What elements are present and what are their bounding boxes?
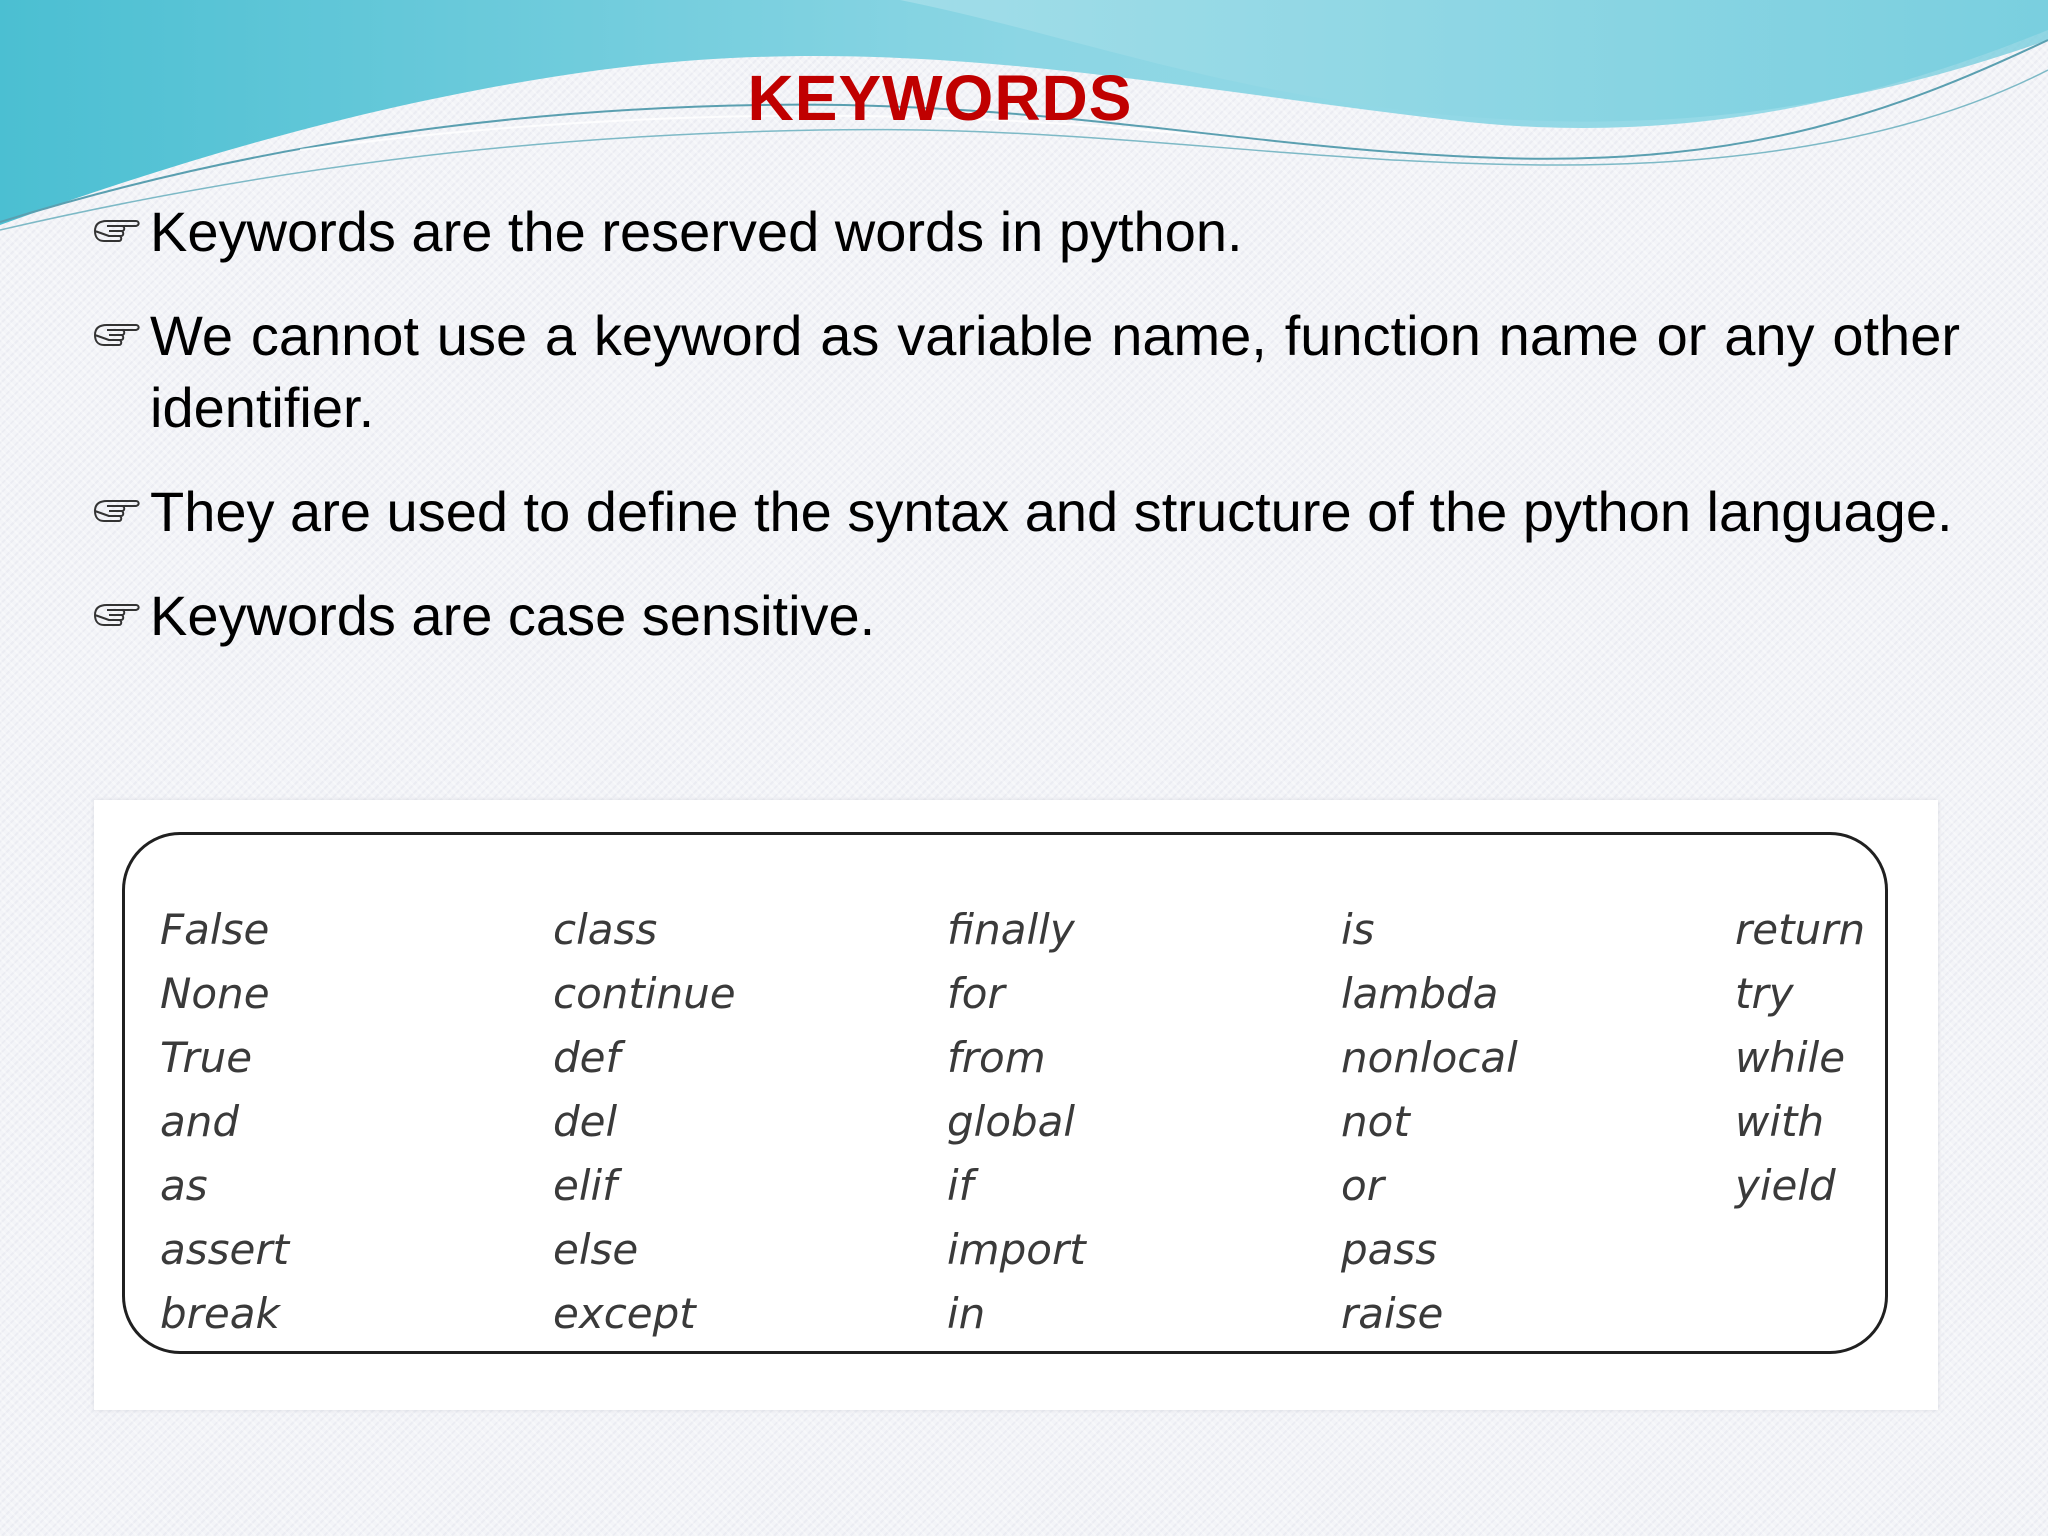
keyword: try: [1735, 969, 1794, 1018]
keyword: raise: [1341, 1289, 1444, 1338]
bullet-list: [92, 196, 1960, 684]
bullet-text: Keywords are the reserved words in python.: [150, 200, 1243, 263]
keyword: from: [947, 1033, 1046, 1082]
keyword-column: [1341, 898, 1735, 1346]
keyword-column: [1735, 898, 1960, 1346]
keyword: and: [160, 1097, 240, 1146]
pointing-hand-icon: [92, 493, 142, 529]
pointing-hand-icon: [92, 317, 142, 353]
keyword: if: [947, 1161, 974, 1210]
bullet-text: They are used to define the syntax and structure of the python language.: [150, 480, 1953, 543]
keyword: in: [947, 1289, 986, 1338]
keyword: import: [947, 1225, 1086, 1274]
keyword: del: [553, 1097, 618, 1146]
keyword-column: [160, 898, 553, 1346]
keyword-grid: [160, 898, 1960, 1346]
keyword: elif: [553, 1161, 617, 1210]
keyword: else: [553, 1225, 639, 1274]
keyword: as: [160, 1161, 208, 1210]
keyword: None: [160, 969, 270, 1018]
keyword: True: [160, 1033, 253, 1082]
pointing-hand-icon: [92, 597, 142, 633]
bullet-item: [92, 476, 1960, 548]
keyword-column: [947, 898, 1341, 1346]
keyword: for: [947, 969, 1005, 1018]
keyword: is: [1341, 905, 1375, 954]
pointing-hand-icon: [92, 213, 142, 249]
keyword: except: [553, 1289, 696, 1338]
keyword: class: [553, 905, 658, 954]
keyword: nonlocal: [1341, 1033, 1518, 1082]
keyword-column: [553, 898, 947, 1346]
keyword: def: [553, 1033, 621, 1082]
slide-title: KEYWORDS: [747, 62, 1133, 134]
keyword: global: [947, 1097, 1076, 1146]
bullet-text: We cannot use a keyword as variable name, function name or any other identifier.: [150, 304, 1960, 439]
keyword: not: [1341, 1097, 1410, 1146]
keyword: yield: [1735, 1161, 1836, 1210]
keyword: finally: [947, 905, 1075, 954]
keyword: or: [1341, 1161, 1384, 1210]
bullet-item: [92, 580, 1960, 652]
bullet-item: [92, 300, 1960, 444]
keyword: pass: [1341, 1225, 1438, 1274]
keyword: while: [1735, 1033, 1846, 1082]
keyword: return: [1735, 905, 1866, 954]
keyword: break: [160, 1289, 280, 1338]
keyword: False: [160, 905, 270, 954]
keyword: assert: [160, 1225, 290, 1274]
bullet-item: [92, 196, 1960, 268]
keyword: with: [1735, 1097, 1825, 1146]
keyword: lambda: [1341, 969, 1499, 1018]
keyword: continue: [553, 969, 736, 1018]
bullet-text: Keywords are case sensitive.: [150, 584, 876, 647]
keyword-table-image: [94, 800, 1938, 1410]
